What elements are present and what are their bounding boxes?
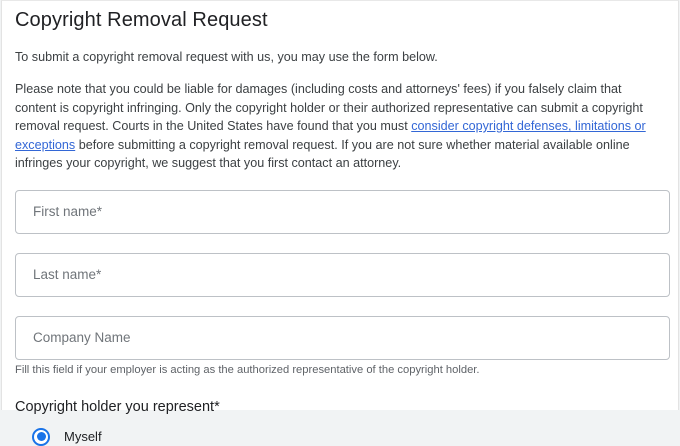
last-name-input[interactable]	[15, 253, 670, 297]
radio-option-myself[interactable]	[15, 428, 665, 446]
legal-text-before-link: Please note that you could be liable for damages (including costs and attorneys' fees) if you falsely claim that content is copyright infringing. Only the copyright holder or their authorized representative can submit a copyright removal request. Courts in the United States have found that you must	[15, 82, 643, 134]
legal-notice-paragraph	[15, 80, 665, 173]
company-name-input[interactable]	[15, 316, 670, 360]
first-name-input[interactable]	[15, 190, 670, 234]
page-title: Copyright Removal Request	[15, 9, 268, 31]
company-name-field-group	[15, 316, 665, 377]
last-name-field-group	[15, 253, 665, 297]
form-content	[2, 7, 678, 446]
copyright-defenses-link[interactable]: consider copyright defenses, limitations or exceptions	[15, 119, 646, 152]
radio-selected-icon[interactable]	[32, 428, 50, 446]
legal-text-after-link: before submitting a copyright removal request. If you are not sure whether material available online infringes your copyright, we suggest that you first contact an attorney.	[15, 137, 630, 171]
intro-paragraph: To submit a copyright removal request with us, you may use the form below.	[15, 50, 438, 64]
first-name-field-group	[15, 190, 665, 234]
company-name-helper-text: Fill this field if your employer is acting as the authorized representative of the copyright holder.	[15, 363, 480, 376]
radio-option-myself-label: Myself	[64, 428, 102, 444]
copyright-holder-label: Copyright holder you represent*	[15, 398, 220, 415]
copyright-removal-form-card	[1, 0, 679, 444]
